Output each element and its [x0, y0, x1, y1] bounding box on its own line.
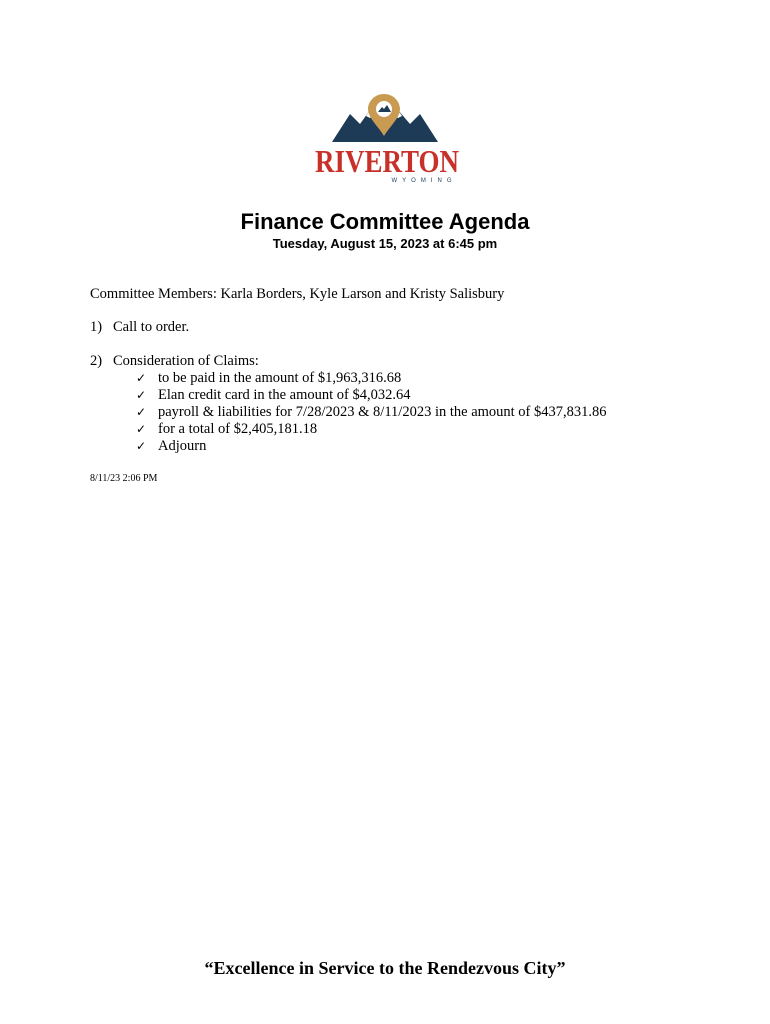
- riverton-logo: [312, 92, 462, 184]
- agenda-item-text: Call to order.: [113, 319, 190, 335]
- checkmark-icon: ✓: [136, 439, 147, 453]
- agenda-item-number: 2): [90, 353, 103, 369]
- agenda-item-number: 1): [90, 319, 103, 335]
- checkmark-icon: ✓: [136, 371, 147, 385]
- logo-wordmark: RIVERTON: [315, 143, 459, 179]
- list-item: ✓ payroll & liabilities for 7/28/2023 & 8/11/2023 in the amount of $437,831.86: [136, 404, 607, 420]
- committee-members: Committee Members: Karla Borders, Kyle Larson and Kristy Salisbury: [90, 286, 505, 302]
- footer-motto: “Excellence in Service to the Rendezvous City”: [204, 958, 566, 978]
- agenda-item-call-to-order: [90, 319, 189, 336]
- checkmark-icon: ✓: [136, 405, 147, 419]
- page-title: Finance Committee Agenda: [240, 209, 530, 234]
- checkmark-icon: ✓: [136, 388, 147, 402]
- list-item: ✓ for a total of $2,405,181.18: [136, 421, 318, 437]
- agenda-item-claims: [90, 353, 259, 370]
- list-item: ✓ Adjourn: [136, 438, 207, 454]
- checkmark-icon: ✓: [136, 422, 147, 436]
- agenda-item-text: Consideration of Claims:: [113, 353, 259, 369]
- list-item: ✓ Elan credit card in the amount of $4,032.64: [136, 387, 411, 403]
- claims-checklist: [136, 370, 607, 455]
- list-item: ✓ to be paid in the amount of $1,963,316.68: [136, 370, 402, 386]
- document-timestamp: 8/11/23 2:06 PM: [90, 473, 158, 484]
- meeting-date: Tuesday, August 15, 2023 at 6:45 pm: [272, 236, 498, 251]
- logo-subtitle: WYOMING: [391, 178, 457, 184]
